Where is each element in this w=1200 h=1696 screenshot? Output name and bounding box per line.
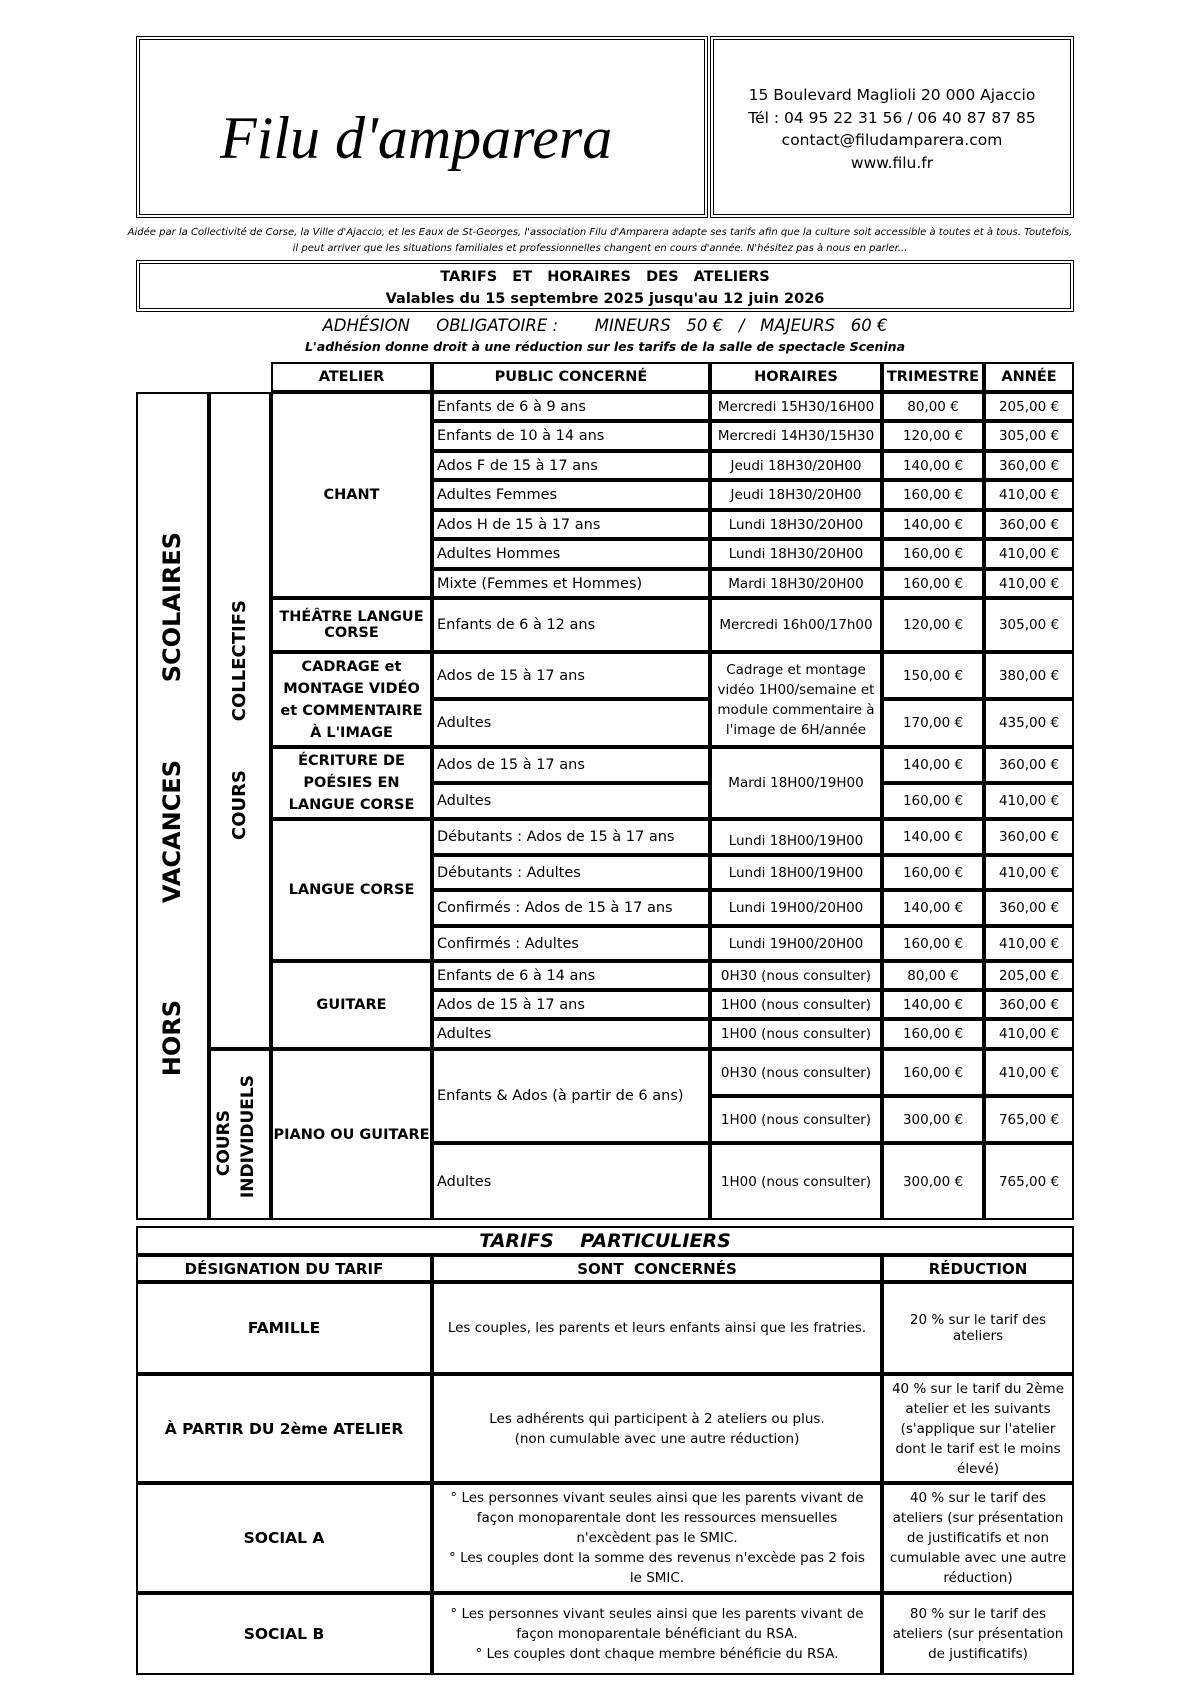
horaire-row-4: Jeudi 18H30/20H00 bbox=[710, 480, 882, 510]
tarif-famille-reduction: 20 % sur le tarif des ateliers bbox=[882, 1282, 1074, 1374]
public-row-10: Adultes bbox=[432, 699, 710, 747]
logo-box bbox=[136, 36, 708, 218]
tarif-social-a-concern: ° Les personnes vivant seules ainsi que les parents vivant de façon monoparentale dont les ressources mensuelles n'excèdent pas le SMIC. ° Les couples dont la somme des revenus n'excède pas 2 fois le SMIC. bbox=[432, 1483, 882, 1593]
public-row-22: Adultes bbox=[432, 1143, 710, 1220]
trimestre-row-21: 300,00 € bbox=[882, 1096, 984, 1143]
trimestre-row-10: 170,00 € bbox=[882, 699, 984, 747]
side-vacances: VACANCES bbox=[158, 760, 186, 904]
horaire-row-21: 1H00 (nous consulter) bbox=[710, 1096, 882, 1143]
phone: Tél : 04 95 22 31 56 / 06 40 87 87 85 bbox=[748, 108, 1036, 127]
annee-row-19: 410,00 € bbox=[984, 1019, 1074, 1049]
trimestre-row-15: 140,00 € bbox=[882, 890, 984, 926]
public-row-13: Débutants : Ados de 15 à 17 ans bbox=[432, 819, 710, 855]
horaire-row-15: Lundi 19H00/20H00 bbox=[710, 890, 882, 926]
public-row-18: Ados de 15 à 17 ans bbox=[432, 990, 710, 1019]
trimestre-row-8: 120,00 € bbox=[882, 598, 984, 652]
atelier-ecriture: ÉCRITURE DE POÉSIES EN LANGUE CORSE bbox=[271, 747, 432, 819]
horaire-row-19: 1H00 (nous consulter) bbox=[710, 1019, 882, 1049]
annee-row-13: 360,00 € bbox=[984, 819, 1074, 855]
public-row-12: Adultes bbox=[432, 783, 710, 819]
side-column-1 bbox=[136, 392, 209, 1220]
website: www.filu.fr bbox=[850, 153, 934, 172]
public-row-11: Ados de 15 à 17 ans bbox=[432, 747, 710, 783]
annee-row-10: 435,00 € bbox=[984, 699, 1074, 747]
annee-row-16: 410,00 € bbox=[984, 926, 1074, 961]
intro-line-2: il peut arriver que les situations familiales et professionnelles changent en cours d'année. N'hésitez pas à nous en parler... bbox=[292, 243, 908, 254]
horaire-row-16: Lundi 19H00/20H00 bbox=[710, 926, 882, 961]
adhesion-line: ADHÉSION OBLIGATOIRE : MINEURS 50 € / MAJEURS 60 € bbox=[322, 316, 888, 335]
public-row-4: Adultes Femmes bbox=[432, 480, 710, 510]
annee-row-7: 410,00 € bbox=[984, 569, 1074, 598]
horaire-row-22: 1H00 (nous consulter) bbox=[710, 1143, 882, 1220]
horaire-row-11: Mardi 18H00/19H00 bbox=[710, 747, 882, 819]
particuliers-header-reduction: RÉDUCTION bbox=[882, 1255, 1074, 1282]
tarif-social-b-concern: ° Les personnes vivant seules ainsi que les parents vivant de façon monoparentale bénéficiant du RSA. ° Les couples dont chaque membre bénéficie du RSA. bbox=[432, 1593, 882, 1675]
annee-row-22: 765,00 € bbox=[984, 1143, 1074, 1220]
trimestre-row-7: 160,00 € bbox=[882, 569, 984, 598]
side-cours: COURS bbox=[229, 770, 250, 840]
trimestre-row-20: 160,00 € bbox=[882, 1049, 984, 1096]
horaire-row-8: Mercredi 16h00/17h00 bbox=[710, 598, 882, 652]
tarif-2eme-atelier: À PARTIR DU 2ème ATELIER bbox=[136, 1374, 432, 1483]
tarif-social-a: SOCIAL A bbox=[136, 1483, 432, 1593]
annee-row-4: 410,00 € bbox=[984, 480, 1074, 510]
horaire-row-17: 0H30 (nous consulter) bbox=[710, 961, 882, 990]
annee-row-2: 305,00 € bbox=[984, 421, 1074, 451]
annee-row-17: 205,00 € bbox=[984, 961, 1074, 990]
tarif-2eme-atelier-reduction: 40 % sur le tarif du 2ème atelier et les suivants (s'applique sur l'atelier dont le tarif est le moins élevé) bbox=[882, 1374, 1074, 1483]
annee-row-6: 410,00 € bbox=[984, 539, 1074, 569]
side-scolaires: SCOLAIRES bbox=[158, 532, 186, 683]
annee-row-20: 410,00 € bbox=[984, 1049, 1074, 1096]
particuliers-header-concernes: SONT CONCERNÉS bbox=[432, 1255, 882, 1282]
trimestre-row-3: 140,00 € bbox=[882, 451, 984, 480]
tarif-famille-concern: Les couples, les parents et leurs enfants ainsi que les fratries. bbox=[432, 1282, 882, 1374]
annee-row-11: 360,00 € bbox=[984, 747, 1074, 783]
horaire-row-14: Lundi 18H00/19H00 bbox=[710, 855, 882, 890]
public-row-15: Confirmés : Ados de 15 à 17 ans bbox=[432, 890, 710, 926]
tarif-social-a-reduction: 40 % sur le tarif des ateliers (sur présentation de justificatifs et non cumulable avec une autre réduction) bbox=[882, 1483, 1074, 1593]
annee-row-8: 305,00 € bbox=[984, 598, 1074, 652]
side-hors-label: HORS bbox=[158, 1000, 186, 1077]
atelier-chant: CHANT bbox=[271, 392, 432, 598]
public-row-6: Adultes Hommes bbox=[432, 539, 710, 569]
public-row-16: Confirmés : Adultes bbox=[432, 926, 710, 961]
trimestre-row-9: 150,00 € bbox=[882, 652, 984, 699]
horaire-row-13: Lundi 18H00/19H00 bbox=[710, 819, 882, 855]
contact-box bbox=[710, 36, 1074, 218]
header-atelier: ATELIER bbox=[271, 362, 432, 392]
trimestre-row-18: 140,00 € bbox=[882, 990, 984, 1019]
annee-row-14: 410,00 € bbox=[984, 855, 1074, 890]
horaire-row-9: Cadrage et montage vidéo 1H00/semaine et module commentaire à l'image de 6H/année bbox=[710, 652, 882, 747]
public-row-14: Débutants : Adultes bbox=[432, 855, 710, 890]
logo-text: Filu d'amparera bbox=[220, 105, 613, 171]
particuliers-title: TARIFS PARTICULIERS bbox=[136, 1226, 1074, 1255]
atelier-langue: LANGUE CORSE bbox=[271, 819, 432, 961]
horaire-row-20: 0H30 (nous consulter) bbox=[710, 1049, 882, 1096]
tarif-social-b: SOCIAL B bbox=[136, 1593, 432, 1675]
annee-row-3: 360,00 € bbox=[984, 451, 1074, 480]
trimestre-row-5: 140,00 € bbox=[882, 510, 984, 539]
trimestre-row-11: 140,00 € bbox=[882, 747, 984, 783]
title-line-2: Valables du 15 septembre 2025 jusqu'au 12 juin 2026 bbox=[385, 291, 825, 307]
atelier-piano: PIANO OU GUITARE bbox=[271, 1049, 432, 1220]
public-row-19: Adultes bbox=[432, 1019, 710, 1049]
annee-row-15: 360,00 € bbox=[984, 890, 1074, 926]
side-collectifs: COLLECTIFS bbox=[229, 600, 250, 722]
trimestre-row-16: 160,00 € bbox=[882, 926, 984, 961]
annee-row-12: 410,00 € bbox=[984, 783, 1074, 819]
horaire-row-6: Lundi 18H30/20H00 bbox=[710, 539, 882, 569]
trimestre-row-14: 160,00 € bbox=[882, 855, 984, 890]
trimestre-row-2: 120,00 € bbox=[882, 421, 984, 451]
address: 15 Boulevard Maglioli 20 000 Ajaccio bbox=[748, 86, 1036, 104]
side-cours-individuels-2: INDIVIDUELS bbox=[238, 1075, 258, 1199]
tarif-2eme-atelier-concern: Les adhérents qui participent à 2 ateliers ou plus. (non cumulable avec une autre réduction) bbox=[432, 1374, 882, 1483]
title-line-1: TARIFS ET HORAIRES DES ATELIERS bbox=[440, 269, 770, 285]
horaire-row-3: Jeudi 18H30/20H00 bbox=[710, 451, 882, 480]
tarif-famille: FAMILLE bbox=[136, 1282, 432, 1374]
header-horaires: HORAIRES bbox=[710, 362, 882, 392]
trimestre-row-12: 160,00 € bbox=[882, 783, 984, 819]
public-row-8: Enfants de 6 à 12 ans bbox=[432, 598, 710, 652]
trimestre-row-22: 300,00 € bbox=[882, 1143, 984, 1220]
particuliers-header-designation: DÉSIGNATION DU TARIF bbox=[136, 1255, 432, 1282]
header-annee: ANNÉE bbox=[984, 362, 1074, 392]
title-box bbox=[136, 260, 1074, 312]
trimestre-row-6: 160,00 € bbox=[882, 539, 984, 569]
annee-row-21: 765,00 € bbox=[984, 1096, 1074, 1143]
public-row-5: Ados H de 15 à 17 ans bbox=[432, 510, 710, 539]
atelier-theatre: THÉÂTRE LANGUE CORSE bbox=[271, 598, 432, 652]
trimestre-row-17: 80,00 € bbox=[882, 961, 984, 990]
public-row-3: Ados F de 15 à 17 ans bbox=[432, 451, 710, 480]
trimestre-row-4: 160,00 € bbox=[882, 480, 984, 510]
public-row-9: Ados de 15 à 17 ans bbox=[432, 652, 710, 699]
horaire-row-1: Mercredi 15H30/16H00 bbox=[710, 392, 882, 421]
email: contact@filudamparera.com bbox=[781, 131, 1003, 149]
public-row-17: Enfants de 6 à 14 ans bbox=[432, 961, 710, 990]
public-row-1: Enfants de 6 à 9 ans bbox=[432, 392, 710, 421]
trimestre-row-1: 80,00 € bbox=[882, 392, 984, 421]
public-row-7: Mixte (Femmes et Hommes) bbox=[432, 569, 710, 598]
horaire-row-18: 1H00 (nous consulter) bbox=[710, 990, 882, 1019]
atelier-guitare: GUITARE bbox=[271, 961, 432, 1049]
intro-line-1: Aidée par la Collectivité de Corse, la Ville d'Ajaccio, et les Eaux de St-Georges, l'association Filu d'Amparera adapte ses tarifs afin que la culture soit accessible à toutes et à tous. Toutefois, bbox=[127, 227, 1073, 238]
side-cours-individuels-1: COURS bbox=[214, 1110, 234, 1177]
trimestre-row-19: 160,00 € bbox=[882, 1019, 984, 1049]
logo bbox=[140, 40, 704, 214]
public-row-21 bbox=[432, 1096, 710, 1143]
trimestre-row-13: 140,00 € bbox=[882, 819, 984, 855]
public-row-20: Enfants & Ados (à partir de 6 ans) bbox=[432, 1049, 710, 1143]
atelier-cadrage: CADRAGE et MONTAGE VIDÉO et COMMENTAIRE À L'IMAGE bbox=[271, 652, 432, 747]
annee-row-9: 380,00 € bbox=[984, 652, 1074, 699]
annee-row-1: 205,00 € bbox=[984, 392, 1074, 421]
annee-row-5: 360,00 € bbox=[984, 510, 1074, 539]
annee-row-18: 360,00 € bbox=[984, 990, 1074, 1019]
header-trimestre: TRIMESTRE bbox=[882, 362, 984, 392]
horaire-row-2: Mercredi 14H30/15H30 bbox=[710, 421, 882, 451]
public-row-2: Enfants de 10 à 14 ans bbox=[432, 421, 710, 451]
adhesion-note: L'adhésion donne droit à une réduction sur les tarifs de la salle de spectacle Scenina bbox=[304, 339, 906, 354]
header-public: PUBLIC CONCERNÉ bbox=[432, 362, 710, 392]
horaire-row-7: Mardi 18H30/20H00 bbox=[710, 569, 882, 598]
tarif-social-b-reduction: 80 % sur le tarif des ateliers (sur présentation de justificatifs) bbox=[882, 1593, 1074, 1675]
horaire-row-5: Lundi 18H30/20H00 bbox=[710, 510, 882, 539]
